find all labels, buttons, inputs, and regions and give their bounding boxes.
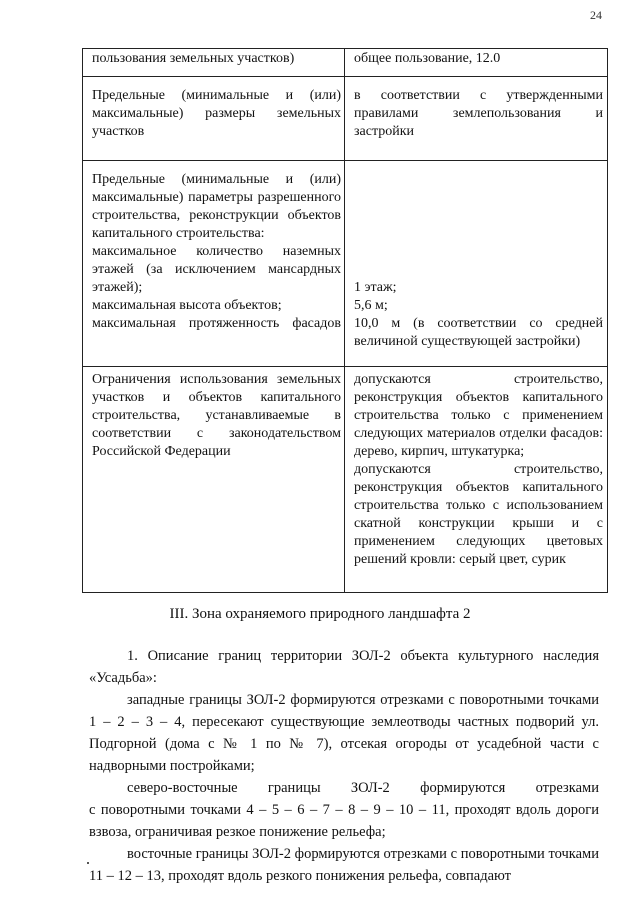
row2-right-text: в соответствии с утвержденными правилами землепользования и застройки [354, 88, 603, 139]
table-cell-left [83, 367, 345, 593]
body-text [89, 645, 599, 887]
row1-left-text: пользования земельных участков) [92, 51, 295, 66]
table-cell-left [83, 49, 345, 77]
table-row [83, 77, 608, 161]
p3-word: формируются [420, 780, 506, 796]
p3-word: северо-восточные [127, 780, 238, 796]
regulations-table [82, 48, 608, 593]
table-cell-right [345, 367, 608, 593]
row3-left-intro: Предельные (минимальные и (или) максимальные) параметры разрешенного строительства, реконструкции объектов капитального строительства: [92, 172, 341, 241]
scan-speck [87, 862, 89, 864]
table-cell-right [345, 77, 608, 161]
row3-right-val3: 10,0 м (в соответствии со средней величиной существующей застройки) [354, 316, 603, 349]
table-row [83, 367, 608, 593]
p3-word: границы [267, 780, 321, 796]
row3-left-item2: максимальная высота объектов; [92, 298, 282, 313]
table-cell-left [83, 161, 345, 367]
table-cell-right [345, 49, 608, 77]
table-cell-left [83, 77, 345, 161]
table-row [83, 49, 608, 77]
row4-left-text: Ограничения использования земельных участков и объектов капитального строительства, устанавливаемые в соответствии с законодательством Российской Федерации [92, 372, 341, 459]
row2-left-text: Предельные (минимальные и (или) максимальные) размеры земельных участков [92, 88, 341, 139]
table-cell-right [345, 161, 608, 367]
page-number: 24 [590, 8, 602, 22]
p3-word: отрезками [535, 780, 599, 796]
paragraph-3-first-line [89, 777, 599, 799]
row4-right-p2: допускаются строительство, реконструкция объектов капитального строительства только с использованием скатной конструкции крыши и с применением следующих цветовых решений кровли: серый цвет, сурик [354, 462, 603, 567]
row3-right-val2: 5,6 м; [354, 298, 388, 313]
paragraph-1: 1. Описание границ территории ЗОЛ-2 объекта культурного наследия «Усадьба»: [89, 648, 599, 686]
row3-left-item3: максимальная протяженность фасадов [92, 316, 341, 331]
paragraph-3-rest: с поворотными точками 4 – 5 – 6 – 7 – 8 – 9 – 10 – 11, проходят вдоль дороги взвоза, ограничивая резкое понижение рельефа; [89, 802, 599, 840]
paragraph-4: восточные границы ЗОЛ-2 формируются отрезками с поворотными точками 11 – 12 – 13, проходят вдоль резкого понижения рельефа, совпадают [89, 846, 599, 884]
row1-right-text: общее пользование, 12.0 [354, 51, 501, 66]
row3-left-item1: максимальное количество наземных этажей (за исключением мансардных этажей); [92, 244, 341, 295]
paragraph-2: западные границы ЗОЛ-2 формируются отрезками с поворотными точками 1 – 2 – 3 – 4, пересекают существующие землеотводы частных подворий ул. Подгорной (дома с № 1 по № 7), отсекая огороды от усадебной части с надворными постройками; [89, 692, 599, 774]
table-row [83, 161, 608, 367]
section-title: III. Зона охраняемого природного ландшафта 2 [169, 606, 471, 622]
row3-right-val1: 1 этаж; [354, 280, 397, 295]
p3-word: ЗОЛ-2 [350, 780, 390, 796]
row4-right-p1: допускаются строительство, реконструкция объектов капитального строительства только с применением следующих материалов отделки фасадов: дерево, кирпич, штукатурка; [354, 372, 603, 459]
